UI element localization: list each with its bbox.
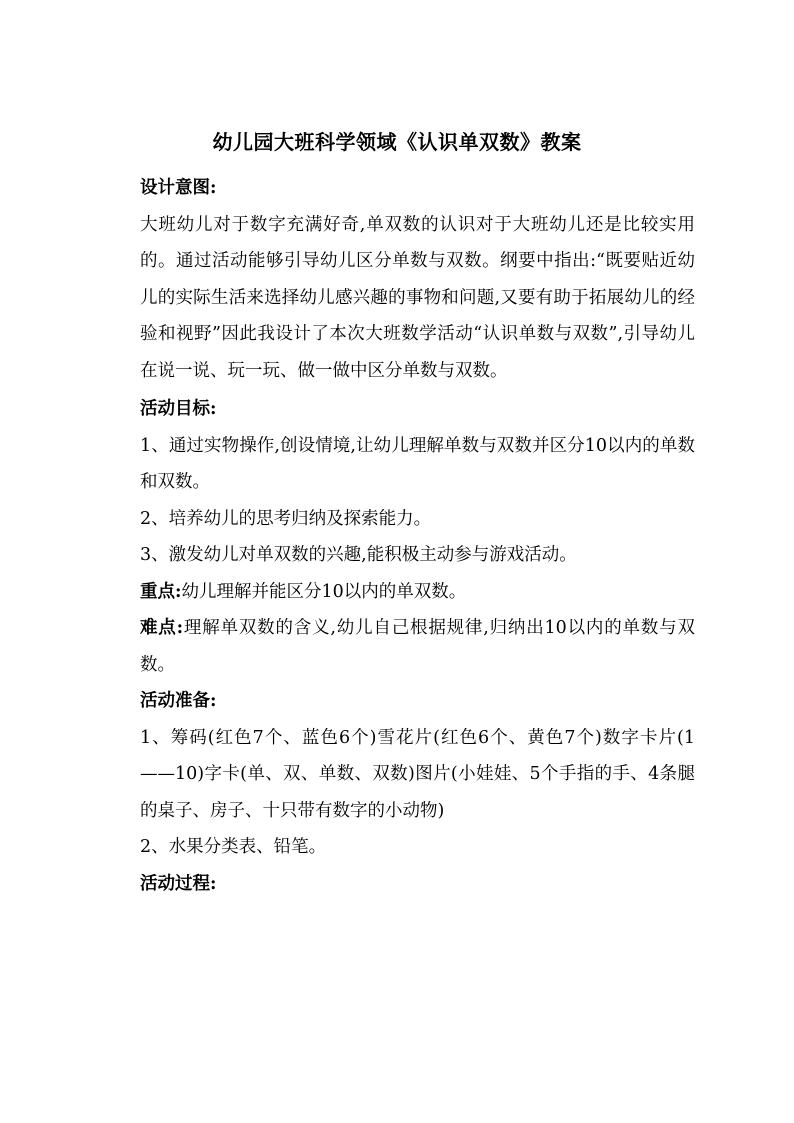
difficulty-point-label: 难点: [140,618,184,638]
document-body [140,170,695,902]
goals-heading: 活动目标: [140,399,217,419]
difficulty-point-text: 理解单双数的含义,幼儿自己根据规律,归纳出10以内的单数与双数。 [140,618,695,675]
goal-item-2: 2、培养幼儿的思考归纳及探索能力。 [140,508,432,529]
design-intent-paragraph [140,207,695,390]
key-point [140,574,695,611]
document-title: 幼儿园大班科学领域《认识单双数》教案 [212,130,582,154]
design-intent-heading: 设计意图: [140,178,217,198]
goal-item-1: 1、通过实物操作,创设情境,让幼儿理解单数与双数并区分10以内的单数和双数。 [140,435,695,492]
design-intent-text: 大班幼儿对于数字充满好奇,单双数的认识对于大班幼儿还是比较实用的。通过活动能够引导幼儿区分单数与双数。纲要中指出:“既要贴近幼儿的实际生活来选择幼儿感兴趣的事物和问题,又要有助于拓展幼儿的经验和视野”因此我设计了本次大班数学活动“认识单数与双数”,引导幼儿在说一说、玩一玩、做一做中区分单数与双数。 [140,214,695,381]
prep-heading: 活动准备: [140,691,217,711]
difficulty-point [140,610,695,683]
key-point-label: 重点: [140,581,182,602]
prep-item-2: 2、水果分类表、铅笔。 [140,837,327,857]
goal-item-3: 3、激发幼儿对单双数的兴趣,能积极主动参与游戏活动。 [140,545,577,565]
prep-item-1: 1、筹码(红色7个、蓝色6个)雪花片(红色6个、黄色7个)数字卡片(1——10)字卡(单、双、单数、双数)图片(小娃娃、5个手指的手、4条腿的桌子、房子、十只带有数字的小动物) [140,727,696,821]
process-heading: 活动过程: [140,873,217,894]
key-point-text: 幼儿理解并能区分10以内的单双数。 [181,581,467,602]
